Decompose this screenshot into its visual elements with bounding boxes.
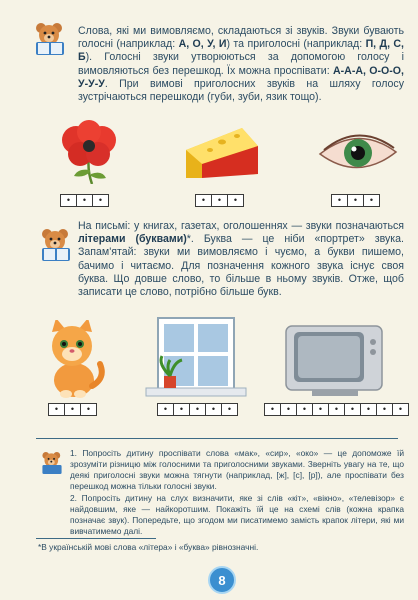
- parent-note-1: 1. Попросіть дитину проспівати слова «мак», «сир», «око» — це допоможе їй зрозуміти різницю між голосними та приголосними звуками. Зверніть увагу на те, що деякі приголосні звуки можна тягнути (наприклад, [ж], [с], [р]), але проспівати без перешкод можна тільки голосні звуки.: [70, 448, 404, 491]
- kitten-image: [38, 320, 106, 400]
- sound-box: •: [280, 403, 297, 416]
- sound-box: •: [331, 194, 348, 207]
- sound-box: •: [60, 194, 77, 207]
- sound-scheme-window: [157, 403, 237, 416]
- sound-box: •: [157, 403, 174, 416]
- sound-box: •: [296, 403, 313, 416]
- sound-box: •: [363, 194, 380, 207]
- poppy-flower-image: [56, 118, 122, 184]
- letters-paragraph: На письмі: у книгах, газетах, оголошеннях — звуки позначаються літерами (буквами)*. Буква — це ніби «портрет» звука. Запам'ятай: звуки ми вимовляємо і чуємо, а букви пишемо, бачимо і читаємо. Для позначення кожного звука існує своя буква. Що довше слово, то більше в ньому звуків. Отже, щоб записати це слово, потрібно більше букв.: [78, 220, 404, 299]
- sound-scheme-kitten: [48, 403, 96, 416]
- notes-divider: [36, 438, 398, 439]
- sound-box: •: [221, 403, 238, 416]
- sound-box: •: [360, 403, 377, 416]
- sound-box: •: [264, 403, 281, 416]
- sound-scheme-cheese: [195, 194, 243, 207]
- bear-reading-icon: [36, 226, 76, 264]
- sound-scheme-television: [264, 403, 408, 416]
- sound-box: •: [48, 403, 65, 416]
- sound-box: •: [347, 194, 364, 207]
- sound-box: •: [173, 403, 190, 416]
- window-image: [144, 316, 248, 398]
- sound-box: •: [312, 403, 329, 416]
- sound-scheme-eye: [331, 194, 379, 207]
- bear-reading-icon: [30, 20, 70, 58]
- sound-box: •: [344, 403, 361, 416]
- sound-box: •: [64, 403, 81, 416]
- sound-box: •: [195, 194, 212, 207]
- sound-box: •: [328, 403, 345, 416]
- sound-box: •: [392, 403, 409, 416]
- sound-box: •: [376, 403, 393, 416]
- page-number-badge: 8: [208, 566, 236, 594]
- eye-image: [318, 130, 398, 176]
- bear-small-icon: [38, 450, 66, 476]
- sound-box: •: [227, 194, 244, 207]
- sound-box: •: [76, 194, 93, 207]
- sound-box: •: [189, 403, 206, 416]
- sound-box: •: [211, 194, 228, 207]
- sound-box: •: [205, 403, 222, 416]
- television-image: [282, 322, 388, 398]
- footnote: *В українській мові слова «літера» і «буква» рівнозначні.: [38, 542, 259, 552]
- sound-box: •: [80, 403, 97, 416]
- footnote-divider: [36, 538, 156, 539]
- cheese-image: [182, 124, 262, 182]
- sound-scheme-poppy: [60, 194, 108, 207]
- intro-paragraph: Слова, які ми вимовляємо, складаються зі звуків. Звуки бувають голосні (наприклад: А, О, У, И) та приголосні (наприклад: П, Д, С, Б). Голосні звуки утворюються за допомогою голосу і вимовляються без перешкод. Їх можна проспівати: А-А-А, О-О-О, У-У-У. При вимові приголосних звуків на шляху голосу зустрічаються перешкоди (губи, зуби, язик тощо).: [78, 25, 405, 104]
- parent-note-2: 2. Попросіть дитину на слух визначити, яке зі слів «кіт», «вікно», «телевізор» є найдовшим, яке — найкоротшим. Покажіть їй це на схемі слів (кожна крапка позначає звук). Попередьте, що згодом ми писатимемо замість крапок літери, які ми вивчатимемо далі.: [70, 493, 404, 536]
- sound-box: •: [92, 194, 109, 207]
